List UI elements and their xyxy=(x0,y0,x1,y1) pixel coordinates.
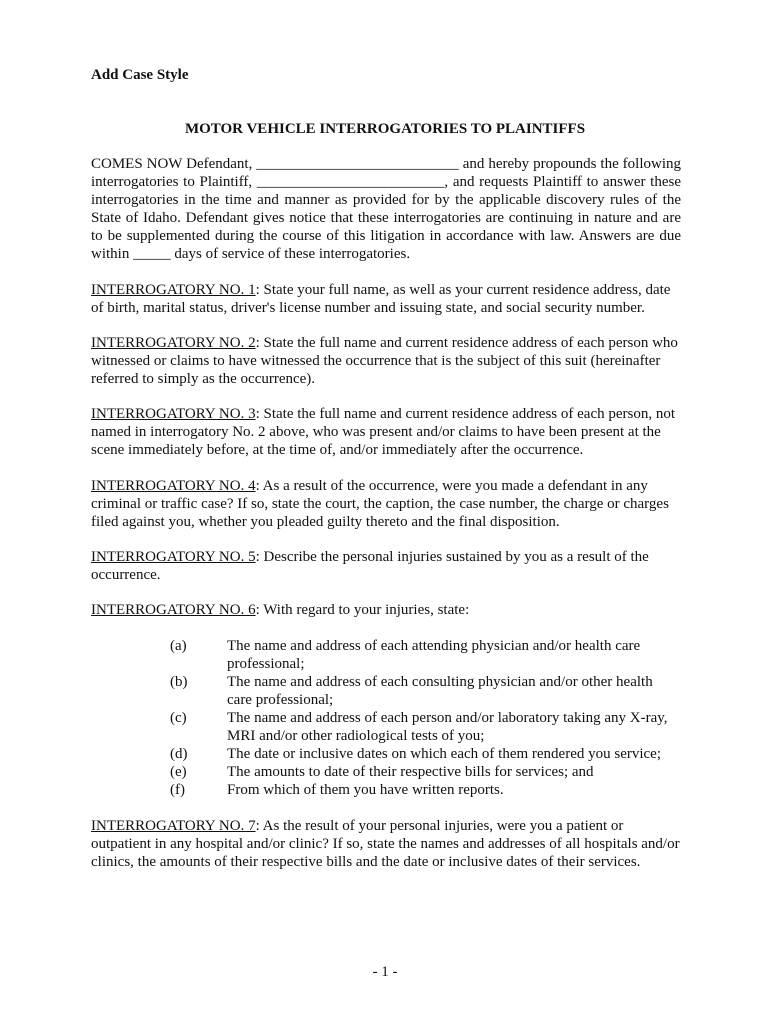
interrogatory-1 xyxy=(91,281,681,317)
document-title: MOTOR VEHICLE INTERROGATORIES TO PLAINTIFFS xyxy=(184,121,586,137)
interrogatory-7 xyxy=(91,817,681,871)
intro-line: to be supplemented during the course of this litigation in accordance with law. Answers are due xyxy=(91,228,681,244)
interrogatory-4 xyxy=(91,477,681,531)
list-item-letter: (b) xyxy=(170,674,188,690)
list-item-letter: (f) xyxy=(170,782,185,798)
interrogatory-2 xyxy=(91,334,681,388)
interrogatory-label: INTERROGATORY NO. 3 xyxy=(91,406,256,422)
list-item-text: The date or inclusive dates on which each of them rendered you service; xyxy=(227,746,661,762)
list-item-text: The name and address of each consulting physician and/or other health care professional; xyxy=(227,674,653,708)
intro-line: within _____ days of service of these interrogatories. xyxy=(91,246,411,262)
intro-line: State of Idaho. Defendant gives notice that these interrogatories are continuing in nature and are xyxy=(91,210,681,226)
intro-paragraph xyxy=(91,155,681,263)
list-item xyxy=(170,709,670,745)
interrogatory-label: INTERROGATORY NO. 4 xyxy=(91,478,256,494)
list-item xyxy=(170,745,670,763)
intro-line: interrogatories in the time and manner as provided for by the applicable discovery rules of the xyxy=(91,192,681,208)
interrogatory-label: INTERROGATORY NO. 5 xyxy=(91,549,256,565)
intro-line: interrogatories to Plaintiff, _________________________, and requests Plaintiff to answer these xyxy=(91,174,681,190)
interrogatory-text: : As the result of your personal injuries, were you a patient or outpatient in any hospital and/or clinic? If so, state the names and addresses of all hospitals and/or clinics, the amounts of their respective bills and the date or inclusive dates of their services. xyxy=(91,818,680,870)
list-item-letter: (d) xyxy=(170,746,188,762)
list-item xyxy=(170,763,670,781)
interrogatory-text: : With regard to your injuries, state: xyxy=(255,602,470,618)
interrogatory-3 xyxy=(91,405,681,459)
case-style-heading: Add Case Style xyxy=(91,67,189,83)
interrogatory-text: : Describe the personal injuries sustained by you as a result of the occurrence. xyxy=(91,549,649,583)
interrogatory-text: : State the full name and current residence address of each person who witnessed or claims to have witnessed the occurrence that is the subject of this suit (hereinafter referred to simply as the occurrence). xyxy=(91,335,678,387)
list-item-text: The name and address of each person and/or laboratory taking any X-ray, MRI and/or other radiological tests of you; xyxy=(227,710,668,744)
intro-line: COMES NOW Defendant, ___________________________ and hereby propounds the following xyxy=(91,156,681,172)
interrogatory-text: : State your full name, as well as your current residence address, date of birth, marital status, driver's license number and issuing state, and social security number. xyxy=(91,282,671,316)
interrogatory-text: : As a result of the occurrence, were you made a defendant in any criminal or traffic case? If so, state the court, the caption, the case number, the charge or charges filed against you, whether you pleaded guilty thereto and the final disposition. xyxy=(91,478,669,530)
interrogatory-label: INTERROGATORY NO. 1 xyxy=(91,282,256,298)
list-item-letter: (e) xyxy=(170,764,187,780)
interrogatory-label: INTERROGATORY NO. 2 xyxy=(91,335,256,351)
list-item-text: From which of them you have written reports. xyxy=(227,782,504,798)
list-item-letter: (c) xyxy=(170,710,187,726)
list-item-text: The amounts to date of their respective bills for services; and xyxy=(227,764,594,780)
list-item xyxy=(170,637,670,673)
list-item-text: The name and address of each attending physician and/or health care professional; xyxy=(227,638,641,672)
interrogatory-text: : State the full name and current residence address of each person, not named in interrogatory No. 2 above, who was present and/or claims to have been present at the scene immediately before, at the time of, and/or immediately after the occurrence. xyxy=(91,406,676,458)
interrogatory-5 xyxy=(91,548,681,584)
list-item-letter: (a) xyxy=(170,638,187,654)
interrogatory-6 xyxy=(91,601,681,619)
injury-details-list xyxy=(170,637,670,799)
list-item xyxy=(170,781,670,799)
interrogatory-label: INTERROGATORY NO. 7 xyxy=(91,818,256,834)
interrogatory-label: INTERROGATORY NO. 6 xyxy=(91,602,256,618)
page-number: - 1 - xyxy=(372,964,398,980)
list-item xyxy=(170,673,670,709)
